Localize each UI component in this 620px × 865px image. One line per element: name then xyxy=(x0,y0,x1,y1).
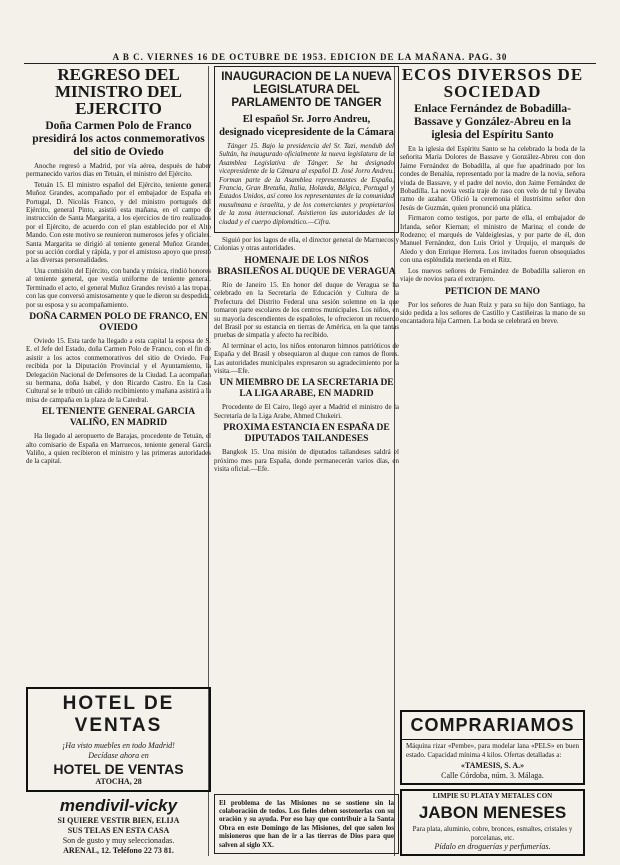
article-paragraph: En la iglesia del Espíritu Santo se ha celebrado la boda de la señorita María Dolores de Bassave y González-Abreu con don Jaime Fernández de Bobadilla, al que fue apadrinado por los condes de Benalúa, representado por la madre de la novia, señora viuda de Bassave, y el padre del novio, don Jaime Fernández de Bobadilla. La novia vestía traje de raso con velo de tul y llevaba ramo de azahar. Ofició la ceremonia el ilustrísimo señor don Jesús de Guzmán, quien pronunció una plática. xyxy=(400,145,585,212)
ad-line: ARENAL, 12. Teléfono 22 73 81. xyxy=(63,846,174,855)
article-paragraph: Bangkok 15. Una misión de diputados tailandeses saldrá el próximo mes para España, donde permanecerán varios días, en visita oficial.—Efe. xyxy=(214,448,399,473)
article-paragraph: Río de Janeiro 15. En honor del duque de Veragua se ha celebrado en la Secretaría de Educación y Cultura de la Prefectura del Distrito Federal una sesión solemne en la que tomaron parte escolares de los centros municipales. Los niños, en su mayoría descendientes de españoles, le ofrecieron un recuerdo del Brasil por su estancia en tierras de América, en la que tantas pruebas de simpatía y afecto ha recibido. xyxy=(214,280,399,340)
headline: ECOS DIVERSOS DE SOCIEDAD xyxy=(401,65,584,101)
hotel-ventas-ad xyxy=(26,687,211,792)
tanger-box xyxy=(214,66,399,233)
ad-title: JABON MENESES xyxy=(418,803,567,823)
article-paragraph: Anoche regresó a Madrid, por vía aérea, después de haber permanecido varios días en Tetuán, el ministro del Ejército. xyxy=(26,162,211,179)
ad-line: SI QUIERE VESTIR BIEN, ELIJA xyxy=(57,816,180,825)
headline: REGRESO DEL MINISTRO DEL EJERCITO xyxy=(54,65,183,118)
ad-line: Decídase ahora en xyxy=(88,751,149,760)
ad-line: «TAMESIS, S. A.» xyxy=(460,761,525,771)
jabon-meneses-ad xyxy=(400,789,585,856)
section-heading: PROXIMA ESTANCIA EN ESPAÑA DE DIPUTADOS TAILANDESES xyxy=(223,423,390,445)
ad-title: HOTEL DE VENTAS xyxy=(53,761,184,777)
ad-line: Pídalo en droguerías y perfumerías. xyxy=(434,842,551,851)
ad-title: COMPRARIAMOS xyxy=(402,712,583,740)
article-paragraph: Ha llegado al aeropuerto de Barajas, procedente de Tetuán, el alto comisario de España en Marruecos, teniente general García Valiño, a quien recibieron el ministro y las primeras autoridades de la capital. xyxy=(26,432,211,466)
page-header: A B C. VIERNES 16 DE OCTUBRE DE 1953. EDICION DE LA MAÑANA. PAG. 30 xyxy=(112,52,508,62)
ad-title: HOTEL DE VENTAS xyxy=(62,693,175,736)
ad-line: ¡Ha visto muebles en todo Madrid! xyxy=(62,741,175,750)
section-heading: EL TENIENTE GENERAL GARCIA VALIÑO, EN MADRID xyxy=(41,407,196,429)
article-paragraph: Firmaron como testigos, por parte de ella, el embajador de Irlanda, señor Kiernan; el ministro de Marina; el conde de Rodezno; el marqués de Valdeiglesias, y por parte de él, don Manuel Fernández, don Luis Oriol y Urquijo, el marqués de Aledo y don Enrique Herrera. Los invitados fueron obsequiados con una espléndida merienda en el Ritz. xyxy=(400,214,585,265)
column-3 xyxy=(400,66,585,856)
article-paragraph: Tetuán 15. El ministro español del Ejército, teniente general Muñoz Grandes, acompañado por el embajador de España en Portugal, D. Nicolás Franco, y del ministro portugués del Ejército, general Pinto, asistió esta mañana, en el campo de instrucción de Santa Margarita, a los ejercicios de tiro realizados por el Ejército, de acuerdo con el plan establecido por el Alto Mando. Con este motivo se reunieron numerosos jefes y oficiales. Santa Margarita se dirigió al teniente general Muñoz Grandes, por su acción cordial y rápida, y por el amistoso apoyo que prestó a las diversas personalidades. xyxy=(26,180,211,265)
section-heading: PETICION DE MANO xyxy=(444,286,540,297)
section-heading: DOÑA CARMEN POLO DE FRANCO, EN OVIEDO xyxy=(29,311,208,333)
comprariamos-ad xyxy=(400,710,585,785)
ad-line: Máquina rizar «Pembe», para modelar lana «PELS» en buen estado. Capacidad mínima 4 kilos. Ofertas detalladas a: xyxy=(406,742,579,759)
section-heading: UN MIEMBRO DE LA SECRETARIA DE LA LIGA ARABE, EN MADRID xyxy=(219,378,394,400)
column-1 xyxy=(26,66,211,856)
box-paragraph: Tánger 15. Bajo la presidencia del Sr. Tazi, mendub del Sultán, ha inaugurado oficialmente la nueva legislatura de la Asamblea Legislativa de Tánger. Se ha designado vicepresidente de la Cámara al español D. José Jorro Andreu. Forman parte de la Asamblea representantes de España, Francia, Gran Bretaña, Italia, Holanda, Bélgica, Portugal y Estados Unidos, así como los representantes de la comunidad musulmana e israelita, y de los comerciantes y propietarios de la zona internacional. Asistieron las autoridades de la ciudad y el cuerpo diplomático.—Cifra. xyxy=(219,142,394,226)
ad-line: SUS TELAS EN ESTA CASA xyxy=(67,826,170,835)
ad-line: Para plata, aluminio, cobre, bronces, esmaltes, cristales y porcelanas, etc. xyxy=(412,825,573,842)
misiones-box: El problema de las Misiones no se sostiene sin la colaboración de todos. Los fieles deben sostenerlas con su oración y su ayuda. Por eso hay que contribuir a la Santa Obra en este Domingo de las Misiones, del que salen los misioneros que han de ir a las tierras de Dios para que salven al siglo XX. xyxy=(214,794,399,854)
article-paragraph: Al terminar el acto, los niños entonaron himnos patrióticos de España y del Brasil y obsequiaron al duque con ramos de flores. Las autoridades municipales expresaron su agradecimiento por la visita.—Efe. xyxy=(214,341,399,375)
article-paragraph: Procedente de El Cairo, llegó ayer a Madrid el ministro de la Secretaría de la Liga Arabe, Ahmed Chukeiri. xyxy=(214,403,399,420)
ad-brand: mendivil-vicky xyxy=(59,796,178,815)
box-subtitle: El español Sr. Jorro Andreu, designado vicepresidente de la Cámara xyxy=(219,114,394,138)
article-paragraph: Oviedo 15. Esta tarde ha llegado a esta capital la esposa de S. E. el Jefe del Estado, doña Carmen Polo de Franco, con el fin de asistir a los actos conmemorativos del sitio de Oviedo. Fue recibida por la Diputación Provincial y el Ayuntamiento, la Delegación Nacional de Defensores de la Ciudad. La acompañan su hermana, doña Isabel, y don Ricardo Castro. En la Casa Cultural se le tributó un cálido recibimiento y mañana asistirá a la misa de campaña en la plaza de la Catedral. xyxy=(26,336,211,404)
box-title: INAUGURACION DE LA NUEVA LEGISLATURA DEL PARLAMENTO DE TANGER xyxy=(221,71,392,109)
header-rule xyxy=(24,63,596,64)
section-heading: HOMENAJE DE LOS NIÑOS BRASILEÑOS AL DUQUE DE VERAGUA xyxy=(217,255,396,277)
column-2 xyxy=(214,66,399,856)
subheadline: Enlace Fernández de Bobadilla-Bassave y González-Abreu en la iglesia del Espíritu Santo xyxy=(414,103,571,141)
ad-line: Son de gusto y muy seleccionadas. xyxy=(62,836,175,845)
article-paragraph: Una comisión del Ejército, con banda y música, rindió honores al teniente general, que vestía uniforme de teniente general. Terminado el acto, el general Muñoz Grandes revistó a las tropas, con las que conversó amistosamente y que le dieron su despedida, por su esposa y su acompañamiento. xyxy=(26,266,211,309)
article-paragraph: Los nuevos señores de Fernández de Bobadilla salieron en viaje de novios para el extranjero. xyxy=(400,266,585,284)
article-paragraph: Siguió por los lagos de ella, el director general de Marruecos y Colonias y otras autoridades. xyxy=(214,236,399,253)
mendivil-ad xyxy=(26,796,211,856)
ad-line: LIMPIE SU PLATA Y METALES CON xyxy=(432,792,553,801)
subheadline: Doña Carmen Polo de Franco presidirá los actos conmemorativos del sitio de Oviedo xyxy=(32,120,205,158)
ad-line: Calle Córdoba, núm. 3. Málaga. xyxy=(441,771,544,781)
ad-address: ATOCHA, 28 xyxy=(95,777,142,786)
article-paragraph: Por los señores de Juan Ruiz y para su hijo don Santiago, ha sido pedida a los señores de Castillo y Castiñeiras la mano de su encantadora hija Carmen. La boda se celebrará en breve. xyxy=(400,300,585,326)
